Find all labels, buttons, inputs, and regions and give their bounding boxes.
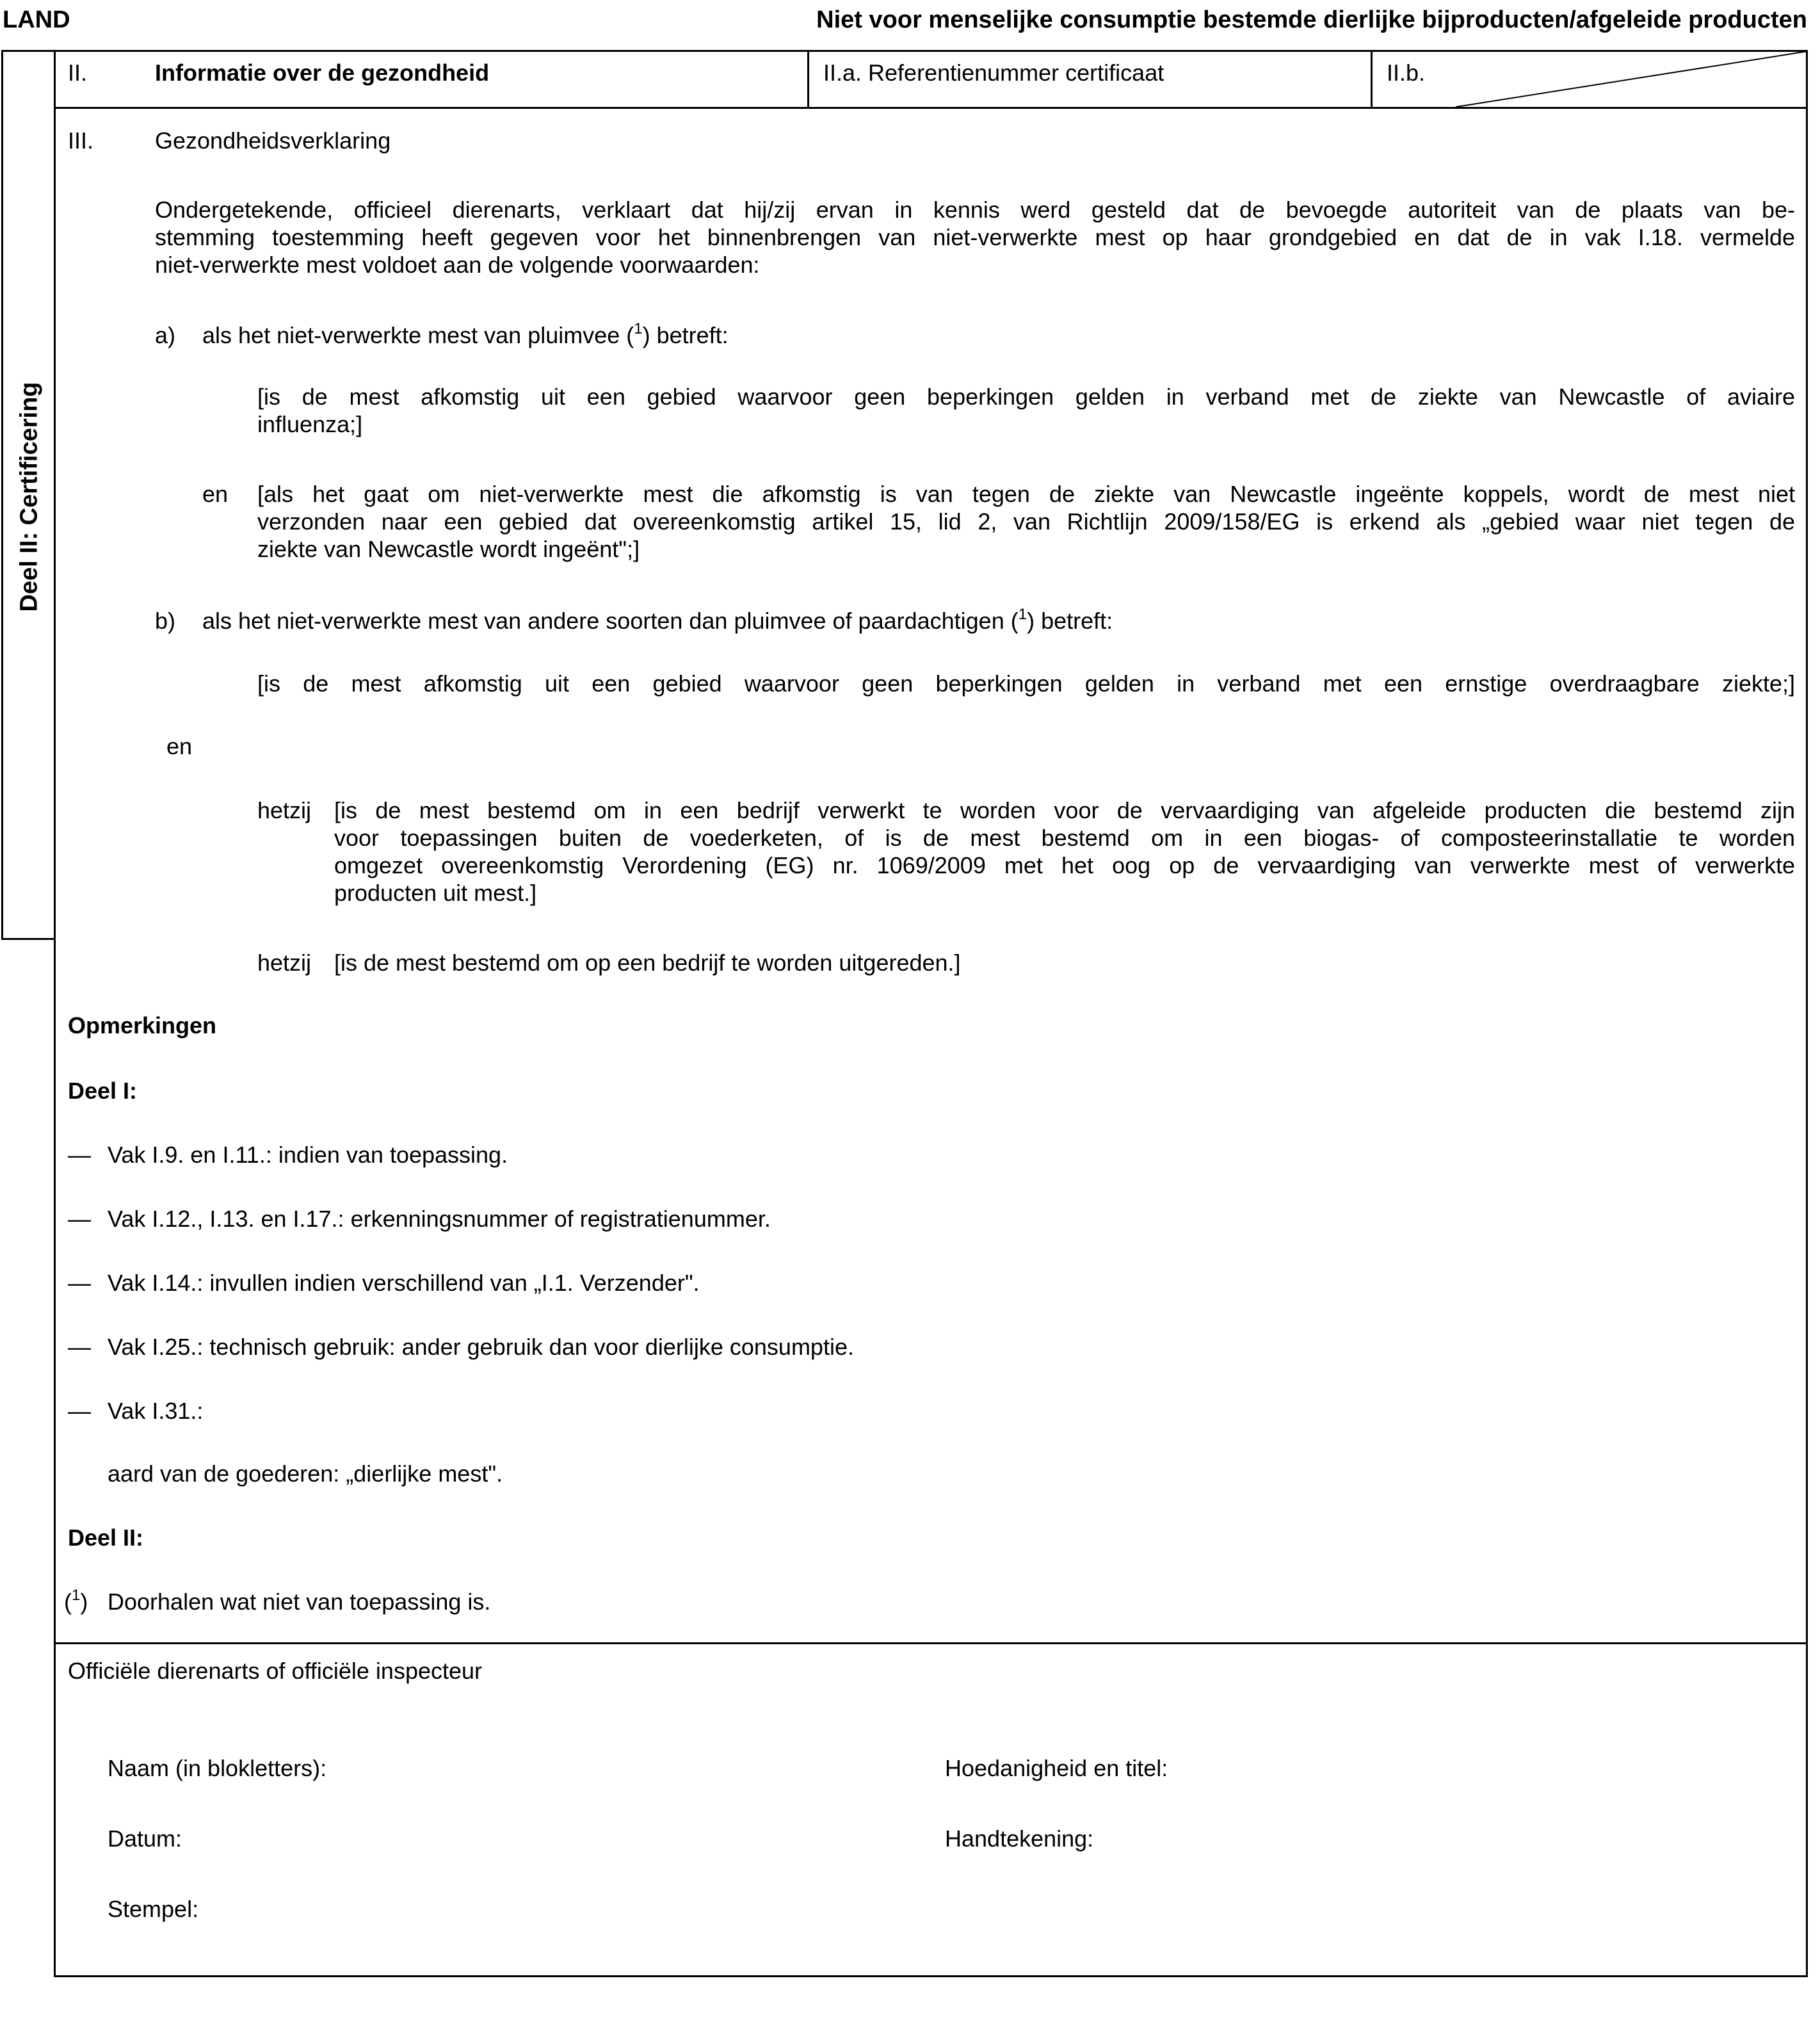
- signature-title: Officiële dierenarts of officiële inspecteur: [68, 1658, 483, 1684]
- signature-capacity-label: Hoedanigheid en titel:: [945, 1755, 1168, 1781]
- item-h1-paragraph: [is de mest bestemd om in een bedrijf verwerkt te worden voor de vervaardiging van afgeleide producten die bestemd zijn voor toepassingen buiten de voederketen, of is de mest bestemd om in een biogas- of composteerinstallatie te worden omgezet overeenkomstig Verordening (EG) nr. 1069/2009 met het oog op de vervaardiging van verwerkte mest of verwerkte producten uit mest.]: [334, 797, 1795, 906]
- footnote-text: Doorhalen wat niet van toepassing is.: [108, 1589, 491, 1615]
- notes-part2-title: Deel II:: [68, 1524, 144, 1551]
- section-number: III.: [68, 127, 94, 154]
- intro-line: niet-verwerkte mest voldoet aan de volgende voorwaarden:: [155, 252, 760, 278]
- head-refb: II.b.: [1387, 60, 1426, 86]
- side-panel: [1, 50, 54, 940]
- notes-part1-title: Deel I:: [68, 1078, 138, 1104]
- head-title: Informatie over de gezondheid: [155, 60, 490, 86]
- note-dash: —: [68, 1270, 91, 1296]
- section-title: Gezondheidsverklaring: [155, 127, 391, 154]
- note-item-sub: aard van de goederen: „dierlijke mest".: [108, 1460, 503, 1487]
- intro-line: stemming toestemming heeft gegeven voor het binnenbrengen van niet-verwerkte mest op haar grondgebied en dat de in vak I.18. vermelde: [155, 224, 1795, 250]
- item-h2-label: hetzij: [257, 950, 312, 976]
- signature-name-label: Naam (in blokletters):: [108, 1755, 327, 1781]
- head-ref: II.a. Referentienummer certificaat: [823, 60, 1164, 86]
- note-dash: —: [68, 1334, 91, 1360]
- item-a-label: a): [155, 322, 176, 348]
- header-country: LAND: [3, 6, 70, 33]
- head-cell-info: [54, 50, 809, 107]
- note-dash: —: [68, 1142, 91, 1168]
- signature-date-label: Datum:: [108, 1825, 182, 1852]
- head-cell-refb: [1373, 50, 1808, 107]
- item-a-text: als het niet-verwerkte mest van pluimvee ($^1$) betreft:: [202, 320, 729, 348]
- item-b-label: b): [155, 608, 176, 634]
- note-item: Vak I.12., I.13. en I.17.: erkenningsnummer of registratienummer.: [108, 1206, 771, 1232]
- note-item: Vak I.31.:: [108, 1398, 204, 1424]
- head-cell-ref: [809, 50, 1373, 107]
- item-b-text: als het niet-verwerkte mest van andere soorten dan pluimvee of paardachtigen ($^1$) betreft:: [202, 606, 1113, 634]
- signature-sign-label: Handtekening:: [945, 1825, 1094, 1852]
- item-a2-paragraph: [als het gaat om niet-verwerkte mest die afkomstig is van tegen de ziekte van Newcastle ingeënte koppels, wordt de mest niet verzonden naar een gebied dat overeenkomstig artikel 15, lid 2, van Richtlijn 2009/158/EG is erkend als „gebied waar niet tegen de ziekte van Newcastle wordt ingeënt";]: [257, 481, 1795, 562]
- header-title: Niet voor menselijke consumptie bestemde dierlijke bijproducten/afgeleide producten: [816, 6, 1807, 33]
- intro-paragraph: [155, 196, 1795, 279]
- note-item: Vak I.14.: invullen indien verschillend van „I.1. Verzender".: [108, 1270, 700, 1296]
- intro-line: Ondergetekende, officieel dierenarts, verklaart dat hij/zij ervan in kennis werd gesteld dat de bevoegde autoriteit van de plaats van be-: [155, 197, 1795, 223]
- item-a1-paragraph: [is de mest afkomstig uit een gebied waarvoor geen beperkingen gelden in verband met de ziekte van Newcastle of aviaire influenza;]: [257, 384, 1795, 437]
- item-h2-text: [is de mest bestemd om op een bedrijf te worden uitgereden.]: [334, 950, 961, 976]
- note-dash: —: [68, 1398, 91, 1424]
- item-b-en: en: [166, 733, 193, 759]
- note-item: Vak I.9. en I.11.: indien van toepassing.: [108, 1142, 508, 1168]
- item-a2-label: en: [202, 481, 229, 507]
- signature-divider: [54, 1642, 1808, 1645]
- notes-title: Opmerkingen: [68, 1012, 217, 1039]
- item-b1-paragraph: [is de mest afkomstig uit een gebied waarvoor geen beperkingen gelden in verband met een ernstige overdraagbare ziekte;]: [257, 670, 1795, 697]
- note-item: Vak I.25.: technisch gebruik: ander gebruik dan voor dierlijke consumptie.: [108, 1334, 854, 1360]
- footnote-marker: ($^1$): [64, 1587, 88, 1615]
- head-num: II.: [68, 60, 88, 86]
- table-head-row: [54, 50, 1808, 109]
- note-dash: —: [68, 1206, 91, 1232]
- diagonal-line: [1373, 50, 1808, 107]
- item-h1-label: hetzij: [257, 797, 312, 823]
- side-label: Deel II: Certificering: [15, 382, 43, 612]
- signature-stamp-label: Stempel:: [108, 1896, 199, 1922]
